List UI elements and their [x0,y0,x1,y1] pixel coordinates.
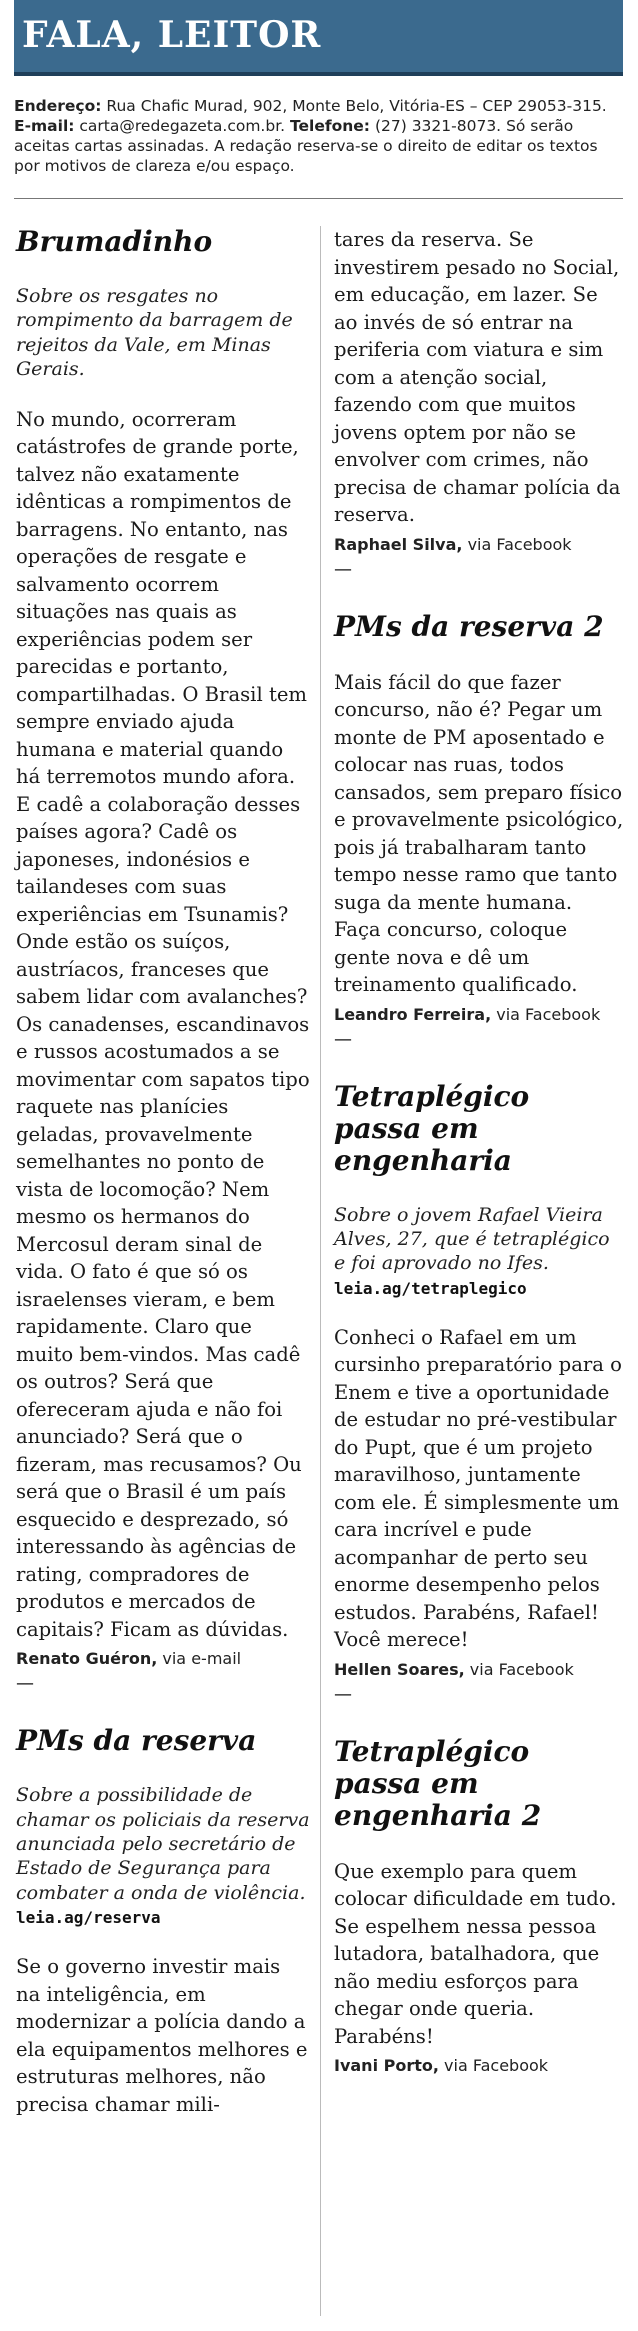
section-header [14,0,623,76]
letter-author: Renato Guéron, [16,1649,158,1669]
letter-lead: Sobre a possibilidade de chamar os policiais da reserva anunciada pelo secretário de Estado de Segurança para combater a onda de violência. [16,1784,310,1904]
section-title: FALA, LEITOR [22,14,322,56]
letter-lead: Sobre os resgates no rompimento da barragem de rejeitos da Vale, em Minas Gerais. [16,285,293,381]
letter-pms-reserva-continued [334,226,624,581]
left-column [16,226,310,2118]
letter-brumadinho [16,226,310,1695]
letter-signature [334,1658,624,1682]
email-link[interactable]: carta@redegazeta.com.br. [79,117,286,135]
letter-lead: Sobre o jovem Rafael Vieira Alves, 27, que é tetraplégico e foi aprovado no Ifes. [334,1203,610,1275]
letter-title: PMs da reserva [16,1724,257,1758]
letter-source: via Facebook [467,534,572,554]
letter-signature [16,1647,310,1671]
letter-title: Tetraplégico passa em engenharia [334,1079,530,1177]
letter-source: via Facebook [444,2056,549,2076]
letter-title: Tetraplégico passa em engenharia 2 [334,1734,542,1832]
letter-author: Ivani Porto, [334,2056,439,2076]
phone-value: (27) 3321-8073. [374,117,502,135]
letter-body: Se o governo investir mais na inteligência, em modernizar a polícia dando a ela equipamentos melhores e estruturas melhores, não precisa chamar mili- [16,1955,308,2116]
letter-tetraplegico [334,1081,624,1706]
note-line: por motivos de clareza e/ou espaço. [14,157,295,175]
letter-source: via Facebook [496,1004,601,1024]
letter-title: PMs da reserva 2 [334,609,604,643]
contact-info [14,96,623,176]
address-line [14,96,623,116]
letter-link[interactable]: leia.ag/reserva [16,1908,161,1928]
letter-separator: — [16,1673,34,1695]
letter-separator: — [334,558,352,580]
letter-title: Brumadinho [16,225,213,258]
letter-signature [334,1003,624,1027]
letter-body: Conheci o Rafael em um cursinho preparatório para o Enem e tive a oportunidade de estudar no pré-vestibular do Pupt, que é um projeto maravilhoso, juntamente com ele. É simplesmente um cara incrível e pude acompanhar de perto seu enorme desempenho pelos estudos. Parabéns, Rafael! Você merece! [334,1325,622,1652]
letter-body: Mais fácil do que fazer concurso, não é? Pegar um monte de PM aposentado e colocar nas ruas, todos cansados, sem preparo físico e provavelmente psicológico, pois já trabalharam tanto tempo nesse ramo que tanto suga da mente humana. Faça concurso, coloque gente nova e dê um treinamento qualificado. [334,670,624,996]
letter-separator: — [334,1028,352,1050]
header-divider [14,198,623,199]
letter-signature [334,533,624,557]
letter-author: Hellen Soares, [334,1659,465,1679]
letter-pms-reserva-2 [334,611,624,1051]
column-divider [320,226,321,2316]
letter-body: Que exemplo para quem colocar dificuldade em tudo. Se espelhem nessa pessoa lutadora, batalhadora, que não mediu esforços para chegar onde queria. Parabéns! [334,1859,617,2048]
phone-label: Telefone: [290,117,371,135]
letter-source: via Facebook [469,1659,574,1679]
letter-author: Raphael Silva, [334,534,463,554]
letter-tetraplegico-2 [334,1736,624,2079]
email-phone-line [14,116,623,136]
right-column [334,226,624,2078]
letter-pms-reserva [16,1725,310,2118]
letter-signature [334,2054,624,2078]
note-start: Só serão [506,117,574,135]
address-label: Endereço: [14,97,102,115]
letter-separator: — [334,1683,352,1705]
address-value: Rua Chafic Murad, 902, Monte Belo, Vitória-ES – CEP 29053-315. [106,97,607,115]
letter-body: No mundo, ocorreram catástrofes de grande porte, talvez não exatamente idênticas a rompimentos de barragens. No entanto, nas operações de resgate e salvamento ocorrem situações nas quais as experiências podem ser parecidas e portanto, compartilhadas. O Brasil tem sempre enviado ajuda humana e material quando há terremotos mundo afora. E cadê a colaboração desses países agora? Cadê os japoneses, indonésios e tailandeses com suas experiências em Tsunamis? Onde estão os suíços, austríacos, franceses que sabem lidar com avalanches? Os canadenses, escandinavos e russos acostumados a se movimentar com sapatos tipo raquete nas planícies geladas, provavelmente semelhantes no ponto de vista de locomoção? Nem mesmo os hermanos do Mercosul deram sinal de vida. O fato é que só os israelenses vieram, e bem rapidamente. Claro que muito bem-vindos. Mas cadê os outros? Será que ofereceram ajuda e não foi anunciado? Será que o fizeram, mas recusamos? Ou será que o Brasil é um país esquecido e desprezado, só interessando às agências de rating, compradores de produtos e mercados de capitais? Ficam as dúvidas. [16,407,310,1641]
email-label: E-mail: [14,117,75,135]
letter-author: Leandro Ferreira, [334,1004,492,1024]
letter-source: via e-mail [162,1649,242,1669]
note-line: aceitas cartas assinadas. A redação reserva-se o direito de editar os textos [14,137,598,155]
letter-body: tares da reserva. Se investirem pesado no Social, em educação, em lazer. Se ao invés de só entrar na periferia com viatura e sim com a atenção social, fazendo com que muitos jovens optem por não se envolver com crimes, não precisa de chamar polícia da reserva. [334,228,621,526]
letter-link[interactable]: leia.ag/tetraplegico [334,1278,527,1298]
